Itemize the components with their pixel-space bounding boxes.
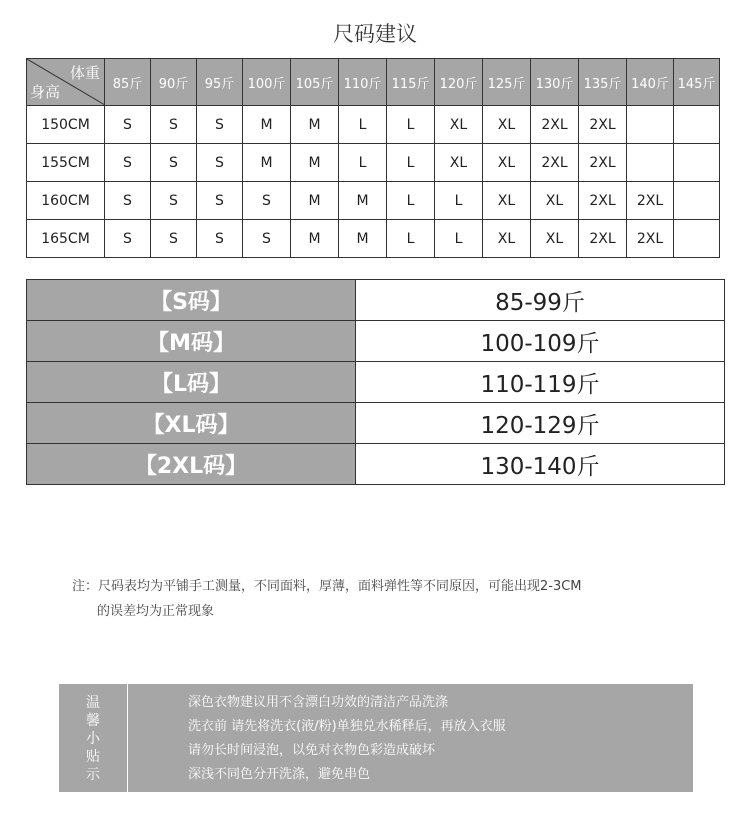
weight-header-cell: 140斤 bbox=[627, 59, 674, 106]
size-cell bbox=[674, 144, 720, 182]
range-row bbox=[27, 403, 725, 444]
size-cell: 2XL bbox=[531, 106, 579, 144]
size-cell: L bbox=[387, 144, 435, 182]
size-cell: M bbox=[291, 106, 339, 144]
size-cell: XL bbox=[483, 182, 531, 220]
weight-header-cell: 100斤 bbox=[243, 59, 291, 106]
height-cell: 160CM bbox=[27, 182, 105, 220]
size-cell: XL bbox=[531, 182, 579, 220]
size-cell bbox=[674, 106, 720, 144]
height-cell: 165CM bbox=[27, 220, 105, 258]
size-cell: S bbox=[105, 106, 151, 144]
size-cell: XL bbox=[435, 106, 483, 144]
tip-line: 洗衣前 请先将洗衣(液/粉)单独兑水稀释后，再放入衣服 bbox=[188, 719, 506, 734]
size-range-table bbox=[26, 279, 725, 485]
tips-side-char: 温 bbox=[86, 695, 100, 711]
size-cell: S bbox=[105, 220, 151, 258]
table-row bbox=[27, 220, 720, 258]
size-cell bbox=[674, 220, 720, 258]
size-cell: L bbox=[435, 182, 483, 220]
size-cell: S bbox=[197, 220, 243, 258]
weight-header-cell: 115斤 bbox=[387, 59, 435, 106]
size-chart-table bbox=[26, 58, 720, 258]
size-cell: S bbox=[197, 182, 243, 220]
weight-header-cell: 145斤 bbox=[674, 59, 720, 106]
size-label-cell: 【2XL码】 bbox=[27, 444, 356, 485]
tips-side-char: 小 bbox=[86, 731, 100, 747]
size-cell: L bbox=[435, 220, 483, 258]
weight-header-cell: 105斤 bbox=[291, 59, 339, 106]
size-cell: M bbox=[291, 220, 339, 258]
tips-side-char: 馨 bbox=[86, 713, 100, 729]
size-cell: S bbox=[197, 144, 243, 182]
size-cell: XL bbox=[531, 220, 579, 258]
size-cell: M bbox=[291, 182, 339, 220]
weight-range-cell: 100-109斤 bbox=[356, 321, 725, 362]
note-line-2: 的误差均为正常现象 bbox=[97, 604, 215, 619]
table-row bbox=[27, 144, 720, 182]
size-cell: S bbox=[151, 106, 197, 144]
weight-header-cell: 85斤 bbox=[105, 59, 151, 106]
weight-header-cell: 125斤 bbox=[483, 59, 531, 106]
size-cell: L bbox=[387, 106, 435, 144]
table-row bbox=[27, 106, 720, 144]
size-cell: 2XL bbox=[579, 144, 627, 182]
size-cell: S bbox=[243, 182, 291, 220]
range-row bbox=[27, 280, 725, 321]
size-cell: S bbox=[197, 106, 243, 144]
size-cell: L bbox=[387, 220, 435, 258]
weight-header-cell: 130斤 bbox=[531, 59, 579, 106]
tip-line: 请勿长时间浸泡，以免对衣物色彩造成破坏 bbox=[188, 743, 436, 758]
size-cell: S bbox=[151, 182, 197, 220]
tip-line: 深浅不同色分开洗涤，避免串色 bbox=[188, 767, 371, 782]
weight-header-cell: 95斤 bbox=[197, 59, 243, 106]
tips-side-panel bbox=[59, 684, 128, 792]
size-cell: XL bbox=[435, 144, 483, 182]
tip-line: 深色衣物建议用不含漂白功效的清洁产品洗涤 bbox=[188, 695, 449, 710]
range-row bbox=[27, 444, 725, 485]
height-cell: 155CM bbox=[27, 144, 105, 182]
corner-weight-label: 体重 bbox=[69, 64, 100, 82]
tips-side-char: 贴 bbox=[86, 749, 100, 765]
range-row bbox=[27, 321, 725, 362]
care-tips-box bbox=[59, 684, 693, 792]
size-cell bbox=[674, 182, 720, 220]
size-label-cell: 【XL码】 bbox=[27, 403, 356, 444]
size-cell: XL bbox=[483, 106, 531, 144]
size-cell: S bbox=[105, 182, 151, 220]
size-cell: XL bbox=[483, 144, 531, 182]
size-cell: S bbox=[243, 220, 291, 258]
weight-header-cell: 120斤 bbox=[435, 59, 483, 106]
size-cell: L bbox=[387, 182, 435, 220]
size-cell: XL bbox=[483, 220, 531, 258]
size-cell: M bbox=[339, 220, 387, 258]
size-cell: 2XL bbox=[627, 220, 674, 258]
size-cell: M bbox=[291, 144, 339, 182]
size-cell: S bbox=[105, 144, 151, 182]
height-cell: 150CM bbox=[27, 106, 105, 144]
size-cell: S bbox=[151, 144, 197, 182]
weight-range-cell: 85-99斤 bbox=[356, 280, 725, 321]
size-cell: S bbox=[151, 220, 197, 258]
weight-header-cell: 135斤 bbox=[579, 59, 627, 106]
corner-height-label: 身高 bbox=[30, 83, 61, 101]
size-cell: M bbox=[243, 106, 291, 144]
table-row bbox=[27, 182, 720, 220]
range-row bbox=[27, 362, 725, 403]
size-cell: 2XL bbox=[579, 106, 627, 144]
measurement-note bbox=[72, 574, 582, 624]
size-cell: L bbox=[339, 144, 387, 182]
weight-range-cell: 130-140斤 bbox=[356, 444, 725, 485]
weight-header-cell: 90斤 bbox=[151, 59, 197, 106]
size-cell bbox=[627, 144, 674, 182]
size-cell: 2XL bbox=[579, 220, 627, 258]
weight-range-cell: 110-119斤 bbox=[356, 362, 725, 403]
size-label-cell: 【M码】 bbox=[27, 321, 356, 362]
size-label-cell: 【L码】 bbox=[27, 362, 356, 403]
size-cell: 2XL bbox=[627, 182, 674, 220]
page-title: 尺码建议 bbox=[333, 22, 417, 46]
size-cell bbox=[627, 106, 674, 144]
size-cell: M bbox=[339, 182, 387, 220]
tips-side-char: 示 bbox=[86, 767, 100, 783]
chart-corner-cell bbox=[27, 59, 105, 106]
size-cell: L bbox=[339, 106, 387, 144]
size-cell: 2XL bbox=[579, 182, 627, 220]
tips-side-label bbox=[59, 694, 127, 784]
size-cell: M bbox=[243, 144, 291, 182]
weight-header-cell: 110斤 bbox=[339, 59, 387, 106]
note-line-1: 注：尺码表均为平铺手工测量，不同面料，厚薄，面料弹性等不同原因，可能出现2-3CM bbox=[72, 579, 582, 594]
size-label-cell: 【S码】 bbox=[27, 280, 356, 321]
size-cell: 2XL bbox=[531, 144, 579, 182]
tips-lines bbox=[188, 691, 506, 787]
weight-range-cell: 120-129斤 bbox=[356, 403, 725, 444]
